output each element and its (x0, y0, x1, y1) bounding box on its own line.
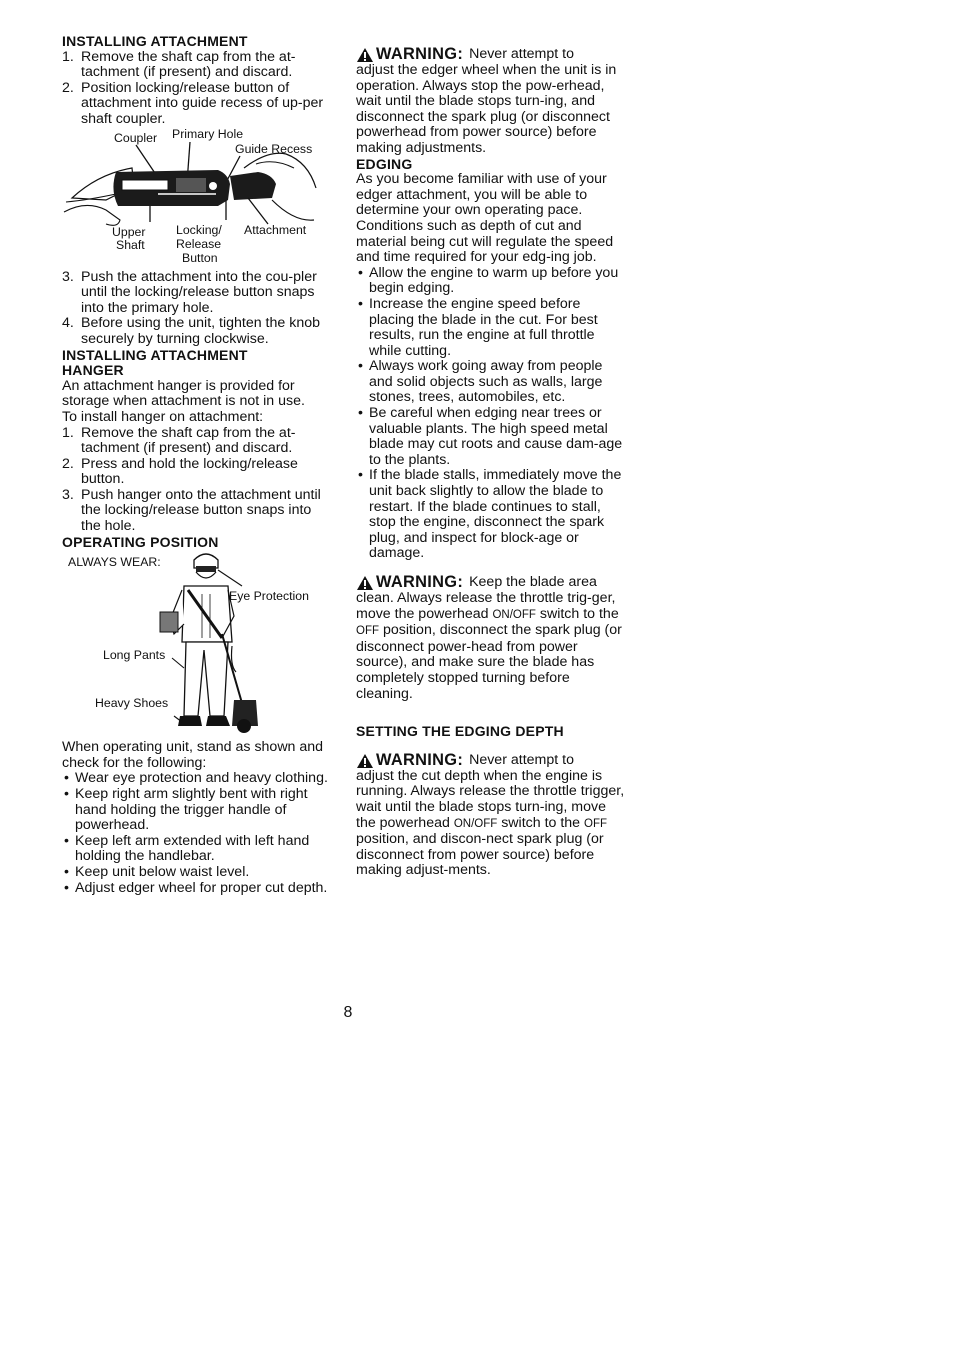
warning-3-body: adjust the cut depth when the engine is running. Always release the throttle trigger, wait until the blade stops turn-ing, move the powerhead ON/OFF switch to the OFF position, and discon-nect spark plug (or disconnect from power source) before making adjust-ments. (356, 767, 625, 879)
warning-2-body: clean. Always release the throttle trig-ger, move the powerhead ON/OFF switch to the OFF position, disconnect the spark plug (or disconnect power-head from power source), and make sure the blade has completely stopped turning before cleaning. (356, 590, 622, 702)
label-attachment: Attachment (244, 222, 307, 237)
list-item: • Keep right arm slightly bent with right hand holding the trigger handle of powerhead. (62, 787, 330, 834)
list-item: 1. Remove the shaft cap from the at-tachment (if present) and discard. (62, 424, 296, 457)
list-item: • Wear eye protection and heavy clothing. (62, 771, 330, 787)
warning-1-title: WARNING: (376, 45, 464, 63)
label-locking-3: Button (182, 250, 218, 265)
operator-illustration (62, 550, 332, 740)
hanger-heading-line1: INSTALLING ATTACHMENT (62, 346, 248, 363)
operating-position-figure (62, 550, 330, 740)
warning-2-header (356, 574, 626, 591)
hanger-intro-2: To install hanger on attachment: (62, 408, 264, 425)
label-coupler: Coupler (114, 130, 158, 145)
edging-depth-heading: SETTING THE EDGING DEPTH (356, 723, 564, 740)
warning-1-body: adjust the edger wheel when the unit is in operation. Always stop the pow-erhead, wait until the blade stops turn-ing, and disconnect the spark plug (or disconnect powerhead from power source) before making adjustments. (356, 62, 617, 156)
right-column (356, 46, 626, 879)
edging-heading: EDGING (356, 155, 413, 172)
installing-attachment-heading: INSTALLING ATTACHMENT (62, 33, 248, 49)
list-item: 4. Before using the unit, tighten the knob securely by turning clockwise. (62, 315, 320, 347)
list-item: • Adjust edger wheel for proper cut depth. (62, 881, 330, 897)
warning-1-header (356, 46, 626, 63)
list-item: 2. Press and hold the locking/release button. (62, 455, 298, 488)
coupler-figure (58, 128, 330, 270)
label-heavy-shoes: Heavy Shoes (95, 696, 169, 711)
list-item: • If the blade stalls, immediately move the unit back slightly to allow the blade to restart. If the blade continues to stall, stop the engine, disconnect the spark plug, and inspect for block-age or damage. (356, 468, 626, 562)
label-locking-2: Release (176, 236, 222, 251)
hanger-steps (62, 426, 330, 535)
page-number: 8 (343, 1004, 353, 1021)
warning-2-title: WARNING: (376, 573, 464, 591)
label-always-wear: ALWAYS WEAR: (68, 555, 161, 570)
hanger-heading-line2: HANGER (62, 362, 124, 379)
edging-intro: As you become familiar with use of your edger attachment, you will be able to determine your own operating pace. Conditions such as depth of cut and material being cut will regulate the speed and time required for your edg-ing job. (356, 171, 614, 266)
installing-attachment-steps (62, 50, 330, 128)
label-eye-protection: Eye Protection (229, 589, 309, 604)
list-item: • Allow the engine to warm up before you begin edging. (356, 266, 626, 297)
operating-position-heading: OPERATING POSITION (62, 533, 219, 550)
warning-triangle-icon (356, 753, 374, 769)
edging-bullets (356, 266, 626, 562)
operating-position-bullets (62, 771, 330, 896)
warning-triangle-icon (356, 47, 374, 63)
warning-2-lead: Keep the blade area (469, 574, 597, 591)
left-column (62, 34, 330, 896)
label-long-pants: Long Pants (103, 648, 166, 663)
list-item: • Always work going away from people and solid objects such as walls, large stones, trees, automobiles, etc. (356, 359, 626, 406)
list-item: • Increase the engine speed before placing the blade in the cut. For best results, run the engine at full throttle while cutting. (356, 297, 626, 359)
list-item: • Keep unit below waist level. (62, 865, 330, 881)
list-item: • Be careful when edging near trees or valuable plants. The high speed metal blade may cut roots and cause dam-age to the plants. (356, 406, 626, 468)
warning-3-header (356, 752, 626, 769)
list-item: 3. Push hanger onto the attachment until the locking/release button snaps into the hole. (62, 486, 321, 535)
label-primary-hole: Primary Hole (172, 126, 244, 141)
warning-3-title: WARNING: (376, 750, 464, 769)
list-item: 2. Position locking/release button of attachment into guide recess of up-per shaft coupler. (62, 79, 324, 127)
warning-3-lead: Never attempt to (469, 752, 574, 769)
installing-attachment-steps-continued (62, 270, 330, 348)
label-upper-shaft-2: Shaft (116, 237, 145, 252)
label-guide-recess: Guide Recess (235, 141, 313, 156)
list-item: 1. Remove the shaft cap from the at-tachment (if present) and discard. (62, 48, 296, 81)
warning-1-lead: Never attempt to (469, 46, 574, 63)
operating-position-intro: When operating unit, stand as shown and check for the following: (62, 739, 324, 771)
hanger-intro: An attachment hanger is provided for storage when attachment is not in use. (62, 377, 305, 410)
label-locking-1: Locking/ (176, 222, 222, 237)
list-item: • Keep left arm extended with left hand holding the handlebar. (62, 834, 330, 865)
list-item: 3. Push the attachment into the cou-pler until the locking/release button snaps into the primary hole. (62, 268, 317, 316)
label-upper-shaft-1: Upper (112, 224, 146, 239)
warning-triangle-icon (356, 575, 374, 591)
